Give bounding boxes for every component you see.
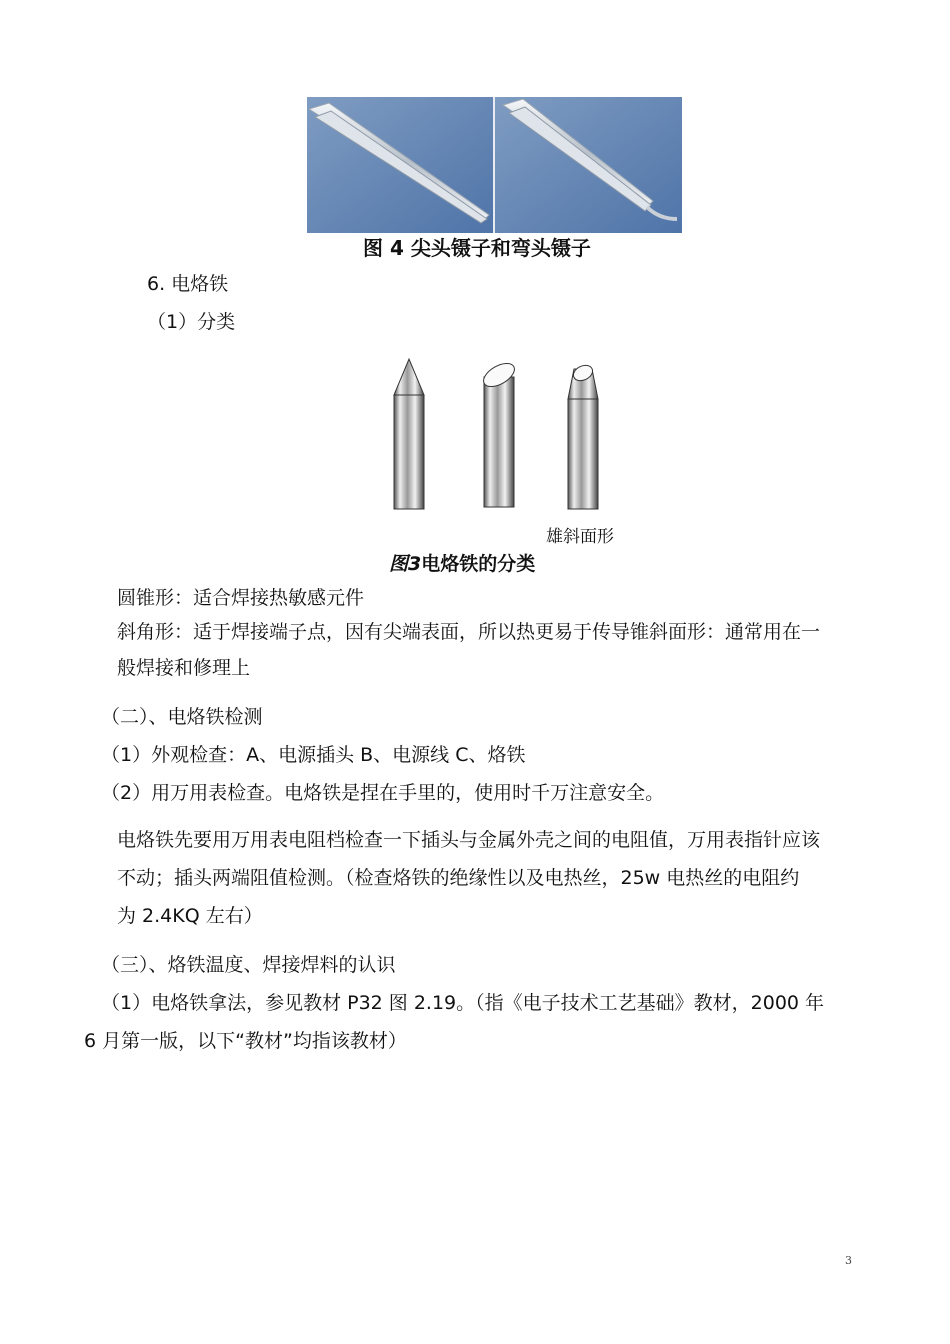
tweezers-photo [307,97,682,233]
multimeter-check-item: （2）用万用表检查。电烙铁是捏在手里的，使用时千万注意安全。 [101,782,665,804]
conical-tip-icon [394,359,424,509]
bevel-tip-icon [480,359,518,507]
cone-tip-description: 圆锥形：适合焊接热敏感元件 [117,587,365,609]
section-three-heading: （三）、烙铁温度、焊接焊料的认识 [101,954,396,976]
page-number: 3 [845,1254,852,1267]
chisel-tip-label: 雄斜面形 [546,527,614,547]
figure3-caption [389,549,535,576]
soldering-tips-illustration [378,355,638,513]
figure3-caption-number: 图3 [389,553,422,575]
bevel-tip-description-line1: 斜角形：适于焊接端子点，因有尖端表面，所以热更易于传导锥斜面形：通常用在一 [117,621,821,643]
section6-heading: 6. 电烙铁 [147,273,229,295]
resistance-para-line2: 不动；插头两端阻值检测。（检查烙铁的绝缘性以及电热丝，25w 电热丝的电阻约 [117,867,800,889]
iron-holding-item-line1: （1）电烙铁拿法，参见教材 P32 图 2.19。（指《电子技术工艺基础》教材，2000 年 [101,992,825,1014]
figure3-caption-title: 电烙铁的分类 [421,553,536,575]
tweezers-illustration [307,97,682,233]
classification-heading: （1）分类 [147,311,236,333]
section-two-heading: （二）、电烙铁检测 [101,706,263,728]
figure4-caption: 图 4 尖头镊子和弯头镊子 [363,236,591,260]
visual-inspection-item: （1）外观检查：A、电源插头 B、电源线 C、烙铁 [101,744,526,766]
resistance-para-line1: 电烙铁先要用万用表电阻档检查一下插头与金属外壳之间的电阻值，万用表指针应该 [117,829,821,851]
chisel-tip-icon [568,362,598,509]
bevel-tip-description-line2: 般焊接和修理上 [117,657,251,679]
iron-holding-item-line2: 6 月第一版，以下“教材”均指该教材） [84,1030,407,1052]
resistance-para-line3: 为 2.4KQ 左右） [117,905,263,927]
